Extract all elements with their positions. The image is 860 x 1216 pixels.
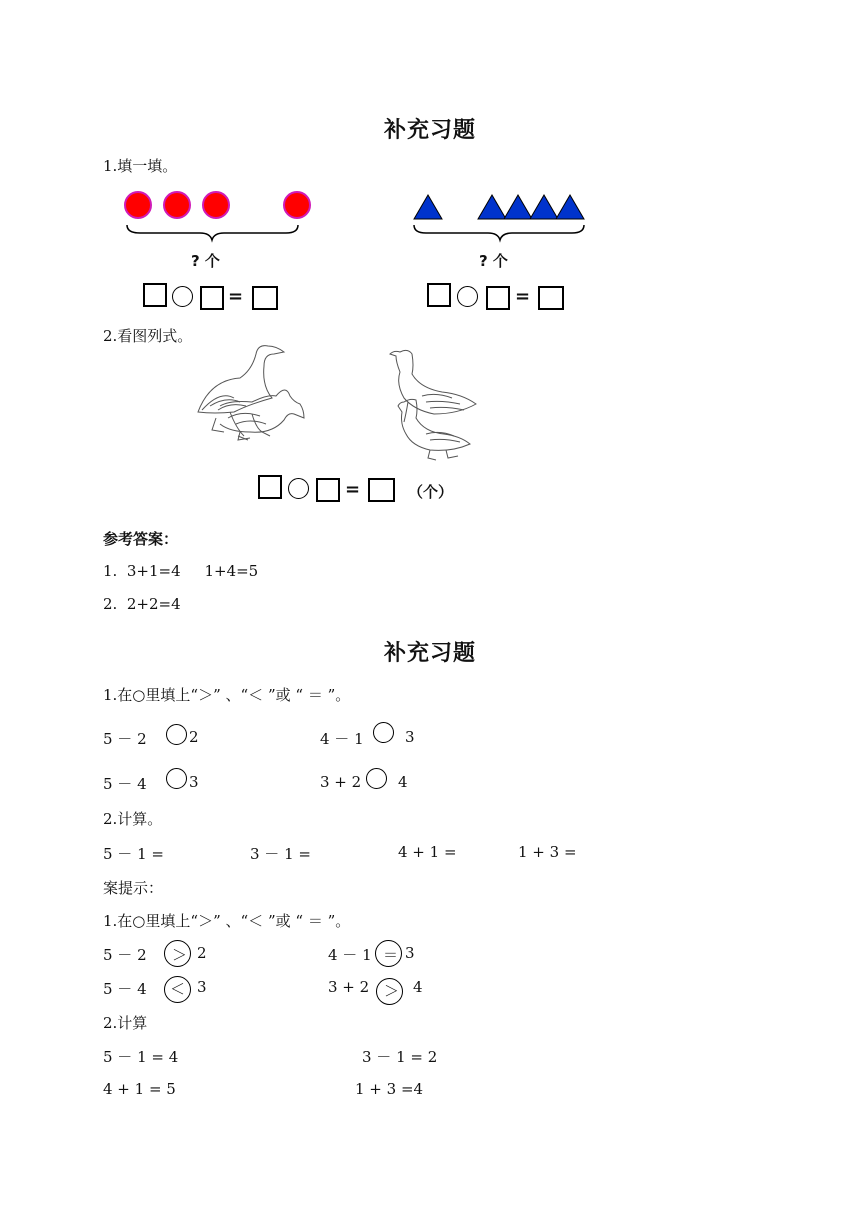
- compare-right-expr: 3 + 2: [320, 773, 362, 791]
- brace-left: [127, 225, 298, 240]
- question-2-label: 2.看图列式。: [103, 327, 193, 345]
- answer-box[interactable]: [427, 283, 451, 307]
- hint-right-value: 4: [413, 978, 423, 996]
- answer-box[interactable]: [316, 478, 340, 502]
- calc-item: 4 + 1 =: [398, 843, 457, 861]
- hint-calc-item: 3 － 1 = 2: [362, 1048, 438, 1066]
- equals-sign: =: [345, 479, 361, 500]
- hint-right-value: 3: [405, 944, 415, 962]
- answer-1: 1. 3+1=4 1+4=5: [103, 562, 259, 580]
- compare-circle[interactable]: [166, 768, 187, 789]
- page-title-2: 补充习题: [384, 641, 477, 666]
- hint-calc-item: 4 + 1 = 5: [103, 1080, 176, 1098]
- hint-right-expr: 4 － 1: [328, 946, 372, 964]
- red-circle-icon: [284, 192, 310, 218]
- answer-box[interactable]: [143, 283, 167, 307]
- blue-triangle-icon: [478, 195, 506, 219]
- hint-left-value: 2: [197, 944, 207, 962]
- red-circle-icon: [125, 192, 151, 218]
- blue-triangle-icon: [530, 195, 558, 219]
- answer-box[interactable]: [258, 475, 282, 499]
- hint-sign: ＞: [384, 982, 400, 1000]
- hint-sign: ＝: [383, 946, 399, 964]
- calc-item: 1 + 3 =: [518, 843, 577, 861]
- hint-calc-item: 1 + 3 =4: [355, 1080, 424, 1098]
- red-circle-icon: [203, 192, 229, 218]
- calc-question: 2.计算。: [103, 810, 163, 828]
- goose-illustration: [190, 340, 490, 465]
- hint-left-value: 3: [197, 978, 207, 996]
- calc-item: 5 － 1 =: [103, 845, 164, 863]
- hint-right-expr: 3 + 2: [328, 978, 370, 996]
- compare-right-expr: 4 － 1: [320, 730, 364, 748]
- answer-box[interactable]: [252, 286, 278, 310]
- calc-item: 3 － 1 =: [250, 845, 311, 863]
- hint-calc-item: 5 － 1 = 4: [103, 1048, 179, 1066]
- compare-left-expr: 5 － 2: [103, 730, 147, 748]
- answer-header: 参考答案：: [103, 530, 179, 548]
- compare-right-value: 4: [398, 773, 408, 791]
- compare-right-value: 3: [405, 728, 415, 746]
- compare-left-value: 3: [189, 773, 199, 791]
- answer-box[interactable]: [368, 478, 395, 502]
- compare-left-expr: 5 － 4: [103, 775, 147, 793]
- hint-left-expr: 5 － 4: [103, 980, 147, 998]
- blue-triangle-icon: [504, 195, 532, 219]
- red-circle-icon: [164, 192, 190, 218]
- hint-left-expr: 5 － 2: [103, 946, 147, 964]
- page-title-1: 补充习题: [384, 118, 477, 143]
- hint-sign: ＞: [172, 946, 188, 964]
- equals-sign: =: [228, 286, 244, 307]
- compare-circle[interactable]: [366, 768, 387, 789]
- answer-2: 2. 2+2=4: [103, 595, 181, 613]
- unit-label: （个）: [408, 483, 454, 501]
- equals-sign: =: [515, 286, 531, 307]
- answer-box[interactable]: [200, 286, 224, 310]
- blue-triangle-icon: [414, 195, 442, 219]
- brace-label-left: ? 个: [191, 252, 220, 270]
- operator-circle[interactable]: [288, 478, 309, 499]
- brace-label-right: ? 个: [479, 252, 508, 270]
- compare-left-value: 2: [189, 728, 199, 746]
- answer-box[interactable]: [538, 286, 564, 310]
- compare-circle[interactable]: [373, 722, 394, 743]
- compare-question: 1.在○里填上“＞” 、“＜ ”或 “ ＝ ”。: [103, 686, 351, 704]
- counting-figures: [110, 185, 610, 245]
- hint-header: 案提示：: [103, 879, 164, 897]
- blue-triangle-icon: [556, 195, 584, 219]
- operator-circle[interactable]: [457, 286, 478, 307]
- brace-right: [414, 225, 584, 240]
- operator-circle[interactable]: [172, 286, 193, 307]
- hint-compare-question: 1.在○里填上“＞” 、“＜ ”或 “ ＝ ”。: [103, 912, 351, 930]
- answer-box[interactable]: [486, 286, 510, 310]
- compare-circle[interactable]: [166, 724, 187, 745]
- question-1-label: 1.填一填。: [103, 157, 178, 175]
- hint-sign: ＜: [170, 980, 186, 998]
- hint-calc-question: 2.计算: [103, 1014, 148, 1032]
